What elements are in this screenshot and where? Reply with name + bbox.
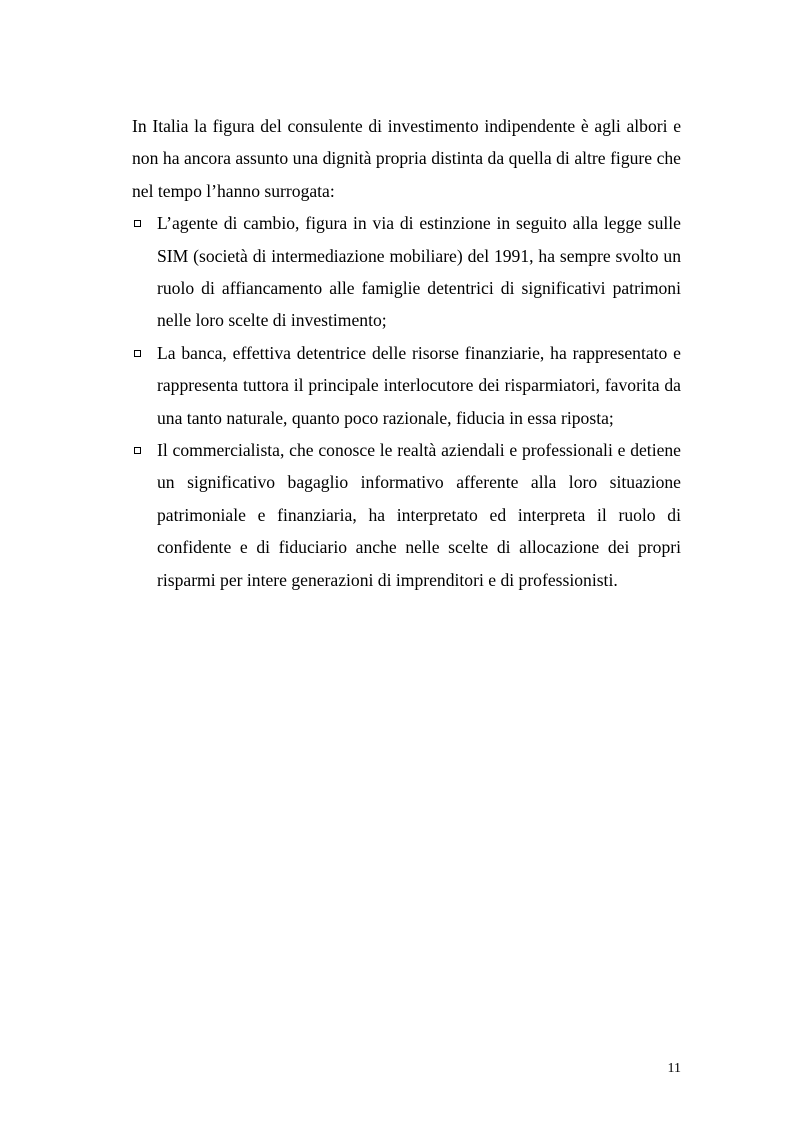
square-bullet-icon [134,350,141,357]
bullet-item-commercialista [132,434,681,596]
intro-paragraph: In Italia la figura del consulente di investimento indipendente è agli albori e non ha ancora assunto una dignità propria distinta da quella di altre figure che nel tempo l’hanno surrogata: [132,116,681,201]
bullet-text: Il commercialista, che conosce le realtà aziendali e professionali e detiene un significativo bagaglio informativo afferente alla loro situazione patrimoniale e finanziaria, ha interpretato ed interpreta il ruolo di confidente e di fiduciario anche nelle scelte di allocazione dei propri risparmi per intere generazioni di imprenditori e di professionisti. [157,440,681,590]
square-bullet-icon [134,220,141,227]
bullet-list [132,207,681,596]
bullet-item-banca [132,337,681,434]
bullet-text: L’agente di cambio, figura in via di estinzione in seguito alla legge sulle SIM (società di intermediazione mobiliare) del 1991, ha sempre svolto un ruolo di affiancamento alle famiglie detentrici di significativi patrimoni nelle loro scelte di investimento; [157,213,681,331]
bullet-text: La banca, effettiva detentrice delle risorse finanziarie, ha rappresentato e rappresenta tuttora il principale interlocutore dei risparmiatori, favorita da una tanto naturale, quanto poco razionale, fiducia in essa riposta; [157,342,681,428]
page-number: 11 [667,1061,681,1076]
square-bullet-icon [134,447,141,454]
body-text [132,110,681,596]
bullet-item-agente-di-cambio [132,207,681,337]
